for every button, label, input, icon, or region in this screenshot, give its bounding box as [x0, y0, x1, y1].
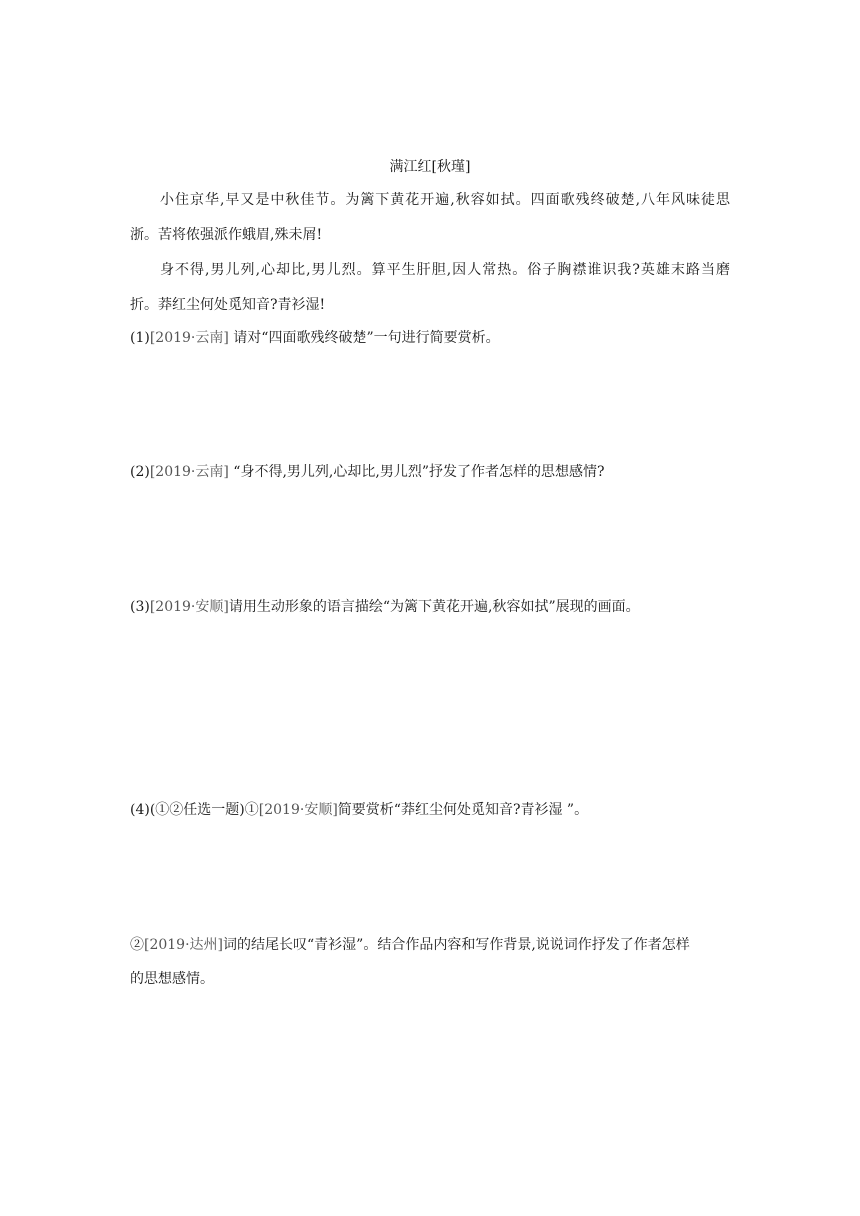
question-3-text: 请用生动形象的语言描绘“为篱下黄花开遍,秋容如拭”展现的画面。	[228, 599, 640, 615]
stanza-2-line-2: 折。莽红尘何处觅知音?青衫湿!	[130, 297, 326, 313]
question-2-text: “身不得,男儿列,心却比,男儿烈”抒发了作者怎样的思想感情?	[228, 464, 605, 480]
question-1	[130, 328, 500, 348]
question-2-number: (2)	[130, 464, 150, 480]
question-4b-source: [2019·达州]	[144, 937, 224, 953]
stanza-1-line-2: 浙。苦将侬强派作蛾眉,殊未屑!	[130, 227, 323, 243]
poem-title: 满江红[秋瑾]	[389, 159, 471, 175]
question-4-text: 简要赏析“莽红尘何处觅知音?青衫湿 ”。	[337, 802, 589, 818]
question-2-source: [2019·云南]	[149, 464, 229, 480]
question-1-number: (1)	[130, 330, 150, 346]
question-4	[130, 800, 588, 820]
question-3-source: [2019·安顺]	[149, 599, 229, 615]
question-4-number: (4)	[130, 802, 150, 818]
question-4b-line-1: 词的结尾长叹“青衫湿”。结合作品内容和写作背景,说说词作抒发了作者怎样	[223, 937, 690, 953]
question-1-source: [2019·云南]	[149, 330, 229, 346]
question-3	[130, 597, 640, 617]
question-4b-continuation: 的思想感情。	[130, 971, 214, 987]
question-4b-number: ②	[130, 937, 144, 953]
question-4-source: [2019·安顺]	[258, 802, 338, 818]
question-4b	[130, 935, 730, 955]
question-1-text: 请对“四面歌残终破楚”一句进行简要赏析。	[228, 330, 500, 346]
stanza-2-line-1: 身不得,男儿列,心却比,男儿烈。算平生肝胆,因人常热。俗子胸襟谁识我?英雄末路当磨	[160, 262, 730, 278]
question-4-intro: (①②任选一题)①	[149, 802, 259, 818]
question-2	[130, 462, 604, 482]
question-3-number: (3)	[130, 599, 150, 615]
stanza-1-line-1: 小住京华,早又是中秋佳节。为篱下黄花开遍,秋容如拭。四面歌残终破楚,八年风味徒思	[160, 192, 730, 208]
